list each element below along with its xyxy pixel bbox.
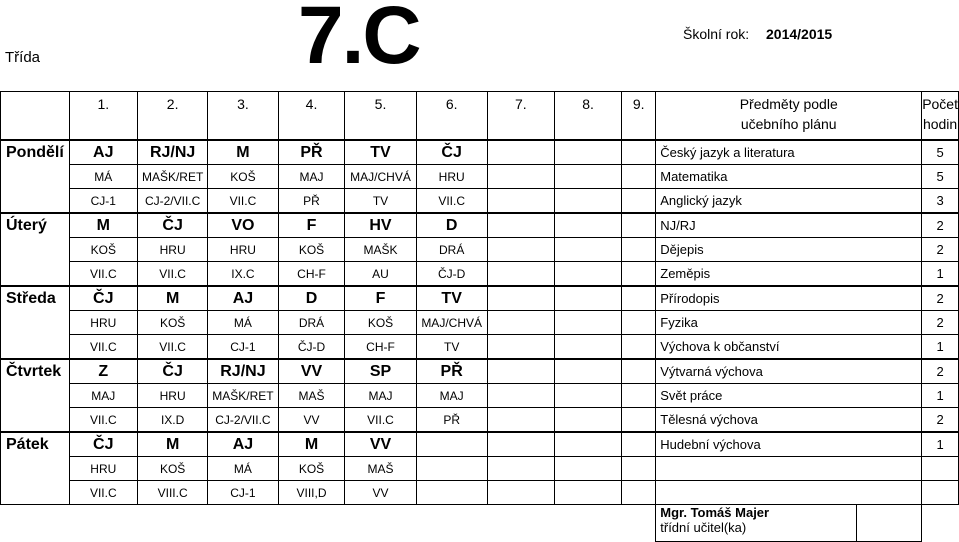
lesson-teacher: KOŠ xyxy=(278,238,345,262)
lesson-subject: ČJ xyxy=(69,286,137,311)
period-header: 2. xyxy=(137,92,207,141)
lesson-teacher xyxy=(487,311,554,335)
lesson-subject: PŘ xyxy=(416,359,487,384)
subjects-header-line: učebního plánu xyxy=(740,116,837,132)
class-teacher xyxy=(656,505,857,542)
lesson-subject: AJ xyxy=(69,140,137,165)
day-name: Úterý xyxy=(1,213,70,286)
timetable xyxy=(0,91,959,542)
lesson-teacher xyxy=(416,457,487,481)
lesson-teacher: KOŠ xyxy=(69,238,137,262)
lesson-subject: ČJ xyxy=(137,359,207,384)
day-name: Čtvrtek xyxy=(1,359,70,432)
school-year-value: 2014/2015 xyxy=(766,26,833,42)
lesson-teacher: MAJ xyxy=(416,384,487,408)
plan-hours: 1 xyxy=(922,335,959,360)
lesson-subject: M xyxy=(137,432,207,457)
day-row-rooms xyxy=(1,189,959,214)
plan-hours: 5 xyxy=(922,140,959,165)
lesson-subject: M xyxy=(69,213,137,238)
lesson-teacher: HRU xyxy=(137,384,207,408)
lesson-subject: ČJ xyxy=(416,140,487,165)
lesson-subject: F xyxy=(278,213,345,238)
lesson-subject xyxy=(622,432,656,457)
lesson-room: VII.C xyxy=(208,189,278,214)
plan-subject: Výchova k občanství xyxy=(656,335,922,360)
plan-hours xyxy=(922,481,959,505)
lesson-room: ČJ-D xyxy=(278,335,345,360)
plan-subject: Výtvarná výchova xyxy=(656,359,922,384)
lesson-room xyxy=(554,408,621,433)
hours-header-line: Počet xyxy=(922,96,958,112)
day-row-rooms xyxy=(1,262,959,287)
lesson-teacher xyxy=(487,165,554,189)
lesson-subject xyxy=(487,140,554,165)
subjects-header-line: Předměty podle xyxy=(739,96,838,112)
lesson-teacher: HRU xyxy=(69,311,137,335)
plan-subject: Dějepis xyxy=(656,238,922,262)
period-header: 7. xyxy=(487,92,554,141)
day-row-rooms xyxy=(1,408,959,433)
lesson-room: VV xyxy=(345,481,416,505)
plan-subject: NJ/RJ xyxy=(656,213,922,238)
lesson-room: CJ-1 xyxy=(208,481,278,505)
lesson-teacher xyxy=(487,457,554,481)
lesson-room xyxy=(487,335,554,360)
lesson-subject xyxy=(487,359,554,384)
lesson-teacher: MAJ/CHVÁ xyxy=(416,311,487,335)
plan-subject: Zeměpis xyxy=(656,262,922,287)
plan-subject xyxy=(656,481,922,505)
lesson-teacher: MÁ xyxy=(208,311,278,335)
lesson-room: VII.C xyxy=(416,189,487,214)
period-header: 3. xyxy=(208,92,278,141)
plan-hours: 3 xyxy=(922,189,959,214)
lesson-subject: RJ/NJ xyxy=(208,359,278,384)
lesson-room xyxy=(622,189,656,214)
lesson-room xyxy=(487,408,554,433)
teacher-name: Mgr. Tomáš Majer xyxy=(660,505,770,520)
period-header: 8. xyxy=(554,92,621,141)
lesson-subject xyxy=(554,140,621,165)
lesson-subject: M xyxy=(137,286,207,311)
lesson-room: VII.C xyxy=(137,335,207,360)
day-row-teachers xyxy=(1,457,959,481)
lesson-room: IX.C xyxy=(208,262,278,287)
lesson-room: PŘ xyxy=(278,189,345,214)
lesson-room: TV xyxy=(345,189,416,214)
lesson-teacher: KOŠ xyxy=(137,311,207,335)
lesson-room xyxy=(622,262,656,287)
header-row xyxy=(1,92,959,141)
lesson-subject xyxy=(622,286,656,311)
lesson-room: CH-F xyxy=(278,262,345,287)
footer-row xyxy=(1,505,959,542)
lesson-subject: D xyxy=(278,286,345,311)
lesson-room: CJ-2/VII.C xyxy=(208,408,278,433)
day-row-subjects xyxy=(1,286,959,311)
teacher-role: třídní učitel(ka) xyxy=(660,520,747,535)
lesson-teacher: KOŠ xyxy=(137,457,207,481)
lesson-teacher: DRÁ xyxy=(416,238,487,262)
lesson-room: IX.D xyxy=(137,408,207,433)
day-row-subjects xyxy=(1,432,959,457)
plan-hours: 1 xyxy=(922,262,959,287)
period-header: 6. xyxy=(416,92,487,141)
lesson-subject xyxy=(487,432,554,457)
lesson-subject: D xyxy=(416,213,487,238)
plan-hours: 2 xyxy=(922,286,959,311)
day-row-subjects xyxy=(1,213,959,238)
lesson-room xyxy=(487,189,554,214)
lesson-teacher xyxy=(622,238,656,262)
lesson-subject xyxy=(487,286,554,311)
lesson-subject: TV xyxy=(416,286,487,311)
lesson-teacher: HRU xyxy=(416,165,487,189)
day-name: Pátek xyxy=(1,432,70,505)
lesson-room: VII.C xyxy=(137,262,207,287)
footer-blank xyxy=(1,505,656,542)
lesson-subject: VO xyxy=(208,213,278,238)
day-row-subjects xyxy=(1,140,959,165)
plan-hours: 2 xyxy=(922,359,959,384)
period-header: 5. xyxy=(345,92,416,141)
lesson-room: ČJ-D xyxy=(416,262,487,287)
lesson-teacher: MAŠ xyxy=(345,457,416,481)
lesson-subject: VV xyxy=(278,359,345,384)
footer-hours-blank xyxy=(856,505,921,542)
plan-subject: Hudební výchova xyxy=(656,432,922,457)
lesson-room xyxy=(416,481,487,505)
lesson-room: VIII,D xyxy=(278,481,345,505)
day-name: Středa xyxy=(1,286,70,359)
lesson-subject: Z xyxy=(69,359,137,384)
day-row-rooms xyxy=(1,335,959,360)
lesson-subject: ČJ xyxy=(137,213,207,238)
lesson-subject xyxy=(554,213,621,238)
lesson-room: AU xyxy=(345,262,416,287)
period-header: 1. xyxy=(69,92,137,141)
lesson-room xyxy=(622,481,656,505)
lesson-subject: HV xyxy=(345,213,416,238)
lesson-room xyxy=(554,481,621,505)
period-header: 4. xyxy=(278,92,345,141)
lesson-teacher: HRU xyxy=(208,238,278,262)
lesson-room: CJ-2/VII.C xyxy=(137,189,207,214)
lesson-subject: TV xyxy=(345,140,416,165)
lesson-room: CJ-1 xyxy=(208,335,278,360)
lesson-subject xyxy=(416,432,487,457)
lesson-subject: SP xyxy=(345,359,416,384)
lesson-room xyxy=(622,335,656,360)
lesson-room xyxy=(622,408,656,433)
lesson-teacher: DRÁ xyxy=(278,311,345,335)
period-header: 9. xyxy=(622,92,656,141)
lesson-subject xyxy=(622,359,656,384)
lesson-teacher: MAŠK/RET xyxy=(137,165,207,189)
lesson-teacher: KOŠ xyxy=(278,457,345,481)
plan-subject: Český jazyk a literatura xyxy=(656,140,922,165)
lesson-subject xyxy=(554,432,621,457)
lesson-room: CJ-1 xyxy=(69,189,137,214)
day-row-teachers xyxy=(1,384,959,408)
lesson-subject: RJ/NJ xyxy=(137,140,207,165)
plan-subject: Fyzika xyxy=(656,311,922,335)
lesson-subject xyxy=(554,359,621,384)
lesson-teacher: HRU xyxy=(137,238,207,262)
lesson-teacher: MÁ xyxy=(69,165,137,189)
lesson-teacher xyxy=(622,165,656,189)
lesson-teacher xyxy=(554,238,621,262)
day-row-teachers xyxy=(1,238,959,262)
lesson-room: VIII.C xyxy=(137,481,207,505)
lesson-room: VII.C xyxy=(69,408,137,433)
plan-hours xyxy=(922,457,959,481)
lesson-teacher: MAŠK/RET xyxy=(208,384,278,408)
hours-header-line: hodin xyxy=(922,116,958,132)
lesson-room: VII.C xyxy=(345,408,416,433)
plan-hours: 2 xyxy=(922,213,959,238)
plan-hours: 2 xyxy=(922,408,959,433)
lesson-teacher xyxy=(622,384,656,408)
lesson-subject xyxy=(487,213,554,238)
lesson-subject: M xyxy=(208,140,278,165)
lesson-subject: AJ xyxy=(208,432,278,457)
lesson-teacher xyxy=(487,238,554,262)
lesson-subject: ČJ xyxy=(69,432,137,457)
lesson-room: TV xyxy=(416,335,487,360)
hours-header xyxy=(922,92,959,141)
plan-subject: Svět práce xyxy=(656,384,922,408)
plan-subject: Tělesná výchova xyxy=(656,408,922,433)
lesson-teacher: MAŠ xyxy=(278,384,345,408)
lesson-teacher: KOŠ xyxy=(345,311,416,335)
lesson-subject xyxy=(622,140,656,165)
lesson-teacher xyxy=(622,311,656,335)
lesson-teacher xyxy=(487,384,554,408)
lesson-teacher xyxy=(554,311,621,335)
lesson-teacher: HRU xyxy=(69,457,137,481)
lesson-room: VV xyxy=(278,408,345,433)
lesson-subject xyxy=(622,213,656,238)
lesson-room xyxy=(487,481,554,505)
lesson-teacher xyxy=(554,384,621,408)
day-row-teachers xyxy=(1,165,959,189)
plan-subject: Anglický jazyk xyxy=(656,189,922,214)
plan-hours: 5 xyxy=(922,165,959,189)
lesson-teacher xyxy=(554,165,621,189)
lesson-room xyxy=(487,262,554,287)
class-label: Třída xyxy=(5,49,41,66)
lesson-teacher: KOŠ xyxy=(208,165,278,189)
lesson-room: PŘ xyxy=(416,408,487,433)
lesson-teacher: MAJ/CHVÁ xyxy=(345,165,416,189)
lesson-room xyxy=(554,335,621,360)
lesson-subject: PŘ xyxy=(278,140,345,165)
lesson-room: VII.C xyxy=(69,335,137,360)
lesson-subject: F xyxy=(345,286,416,311)
lesson-room: VII.C xyxy=(69,262,137,287)
plan-hours: 2 xyxy=(922,238,959,262)
lesson-teacher: MAJ xyxy=(278,165,345,189)
lesson-subject xyxy=(554,286,621,311)
lesson-room xyxy=(554,262,621,287)
lesson-teacher: MAJ xyxy=(345,384,416,408)
plan-subject: Přírodopis xyxy=(656,286,922,311)
plan-subject: Matematika xyxy=(656,165,922,189)
lesson-teacher: MÁ xyxy=(208,457,278,481)
plan-hours: 1 xyxy=(922,384,959,408)
day-row-subjects xyxy=(1,359,959,384)
corner-cell xyxy=(1,92,70,141)
lesson-teacher xyxy=(622,457,656,481)
day-row-teachers xyxy=(1,311,959,335)
school-year-label: Školní rok: xyxy=(683,26,750,42)
subjects-header xyxy=(656,92,922,141)
day-row-rooms xyxy=(1,481,959,505)
lesson-subject: M xyxy=(278,432,345,457)
lesson-room: VII.C xyxy=(69,481,137,505)
timetable-body xyxy=(1,92,959,542)
lesson-teacher: MAŠK xyxy=(345,238,416,262)
plan-subject xyxy=(656,457,922,481)
lesson-subject: AJ xyxy=(208,286,278,311)
lesson-teacher: MAJ xyxy=(69,384,137,408)
plan-hours: 2 xyxy=(922,311,959,335)
lesson-teacher xyxy=(554,457,621,481)
lesson-room xyxy=(554,189,621,214)
class-name-title: 7.C xyxy=(298,0,420,81)
day-name: Pondělí xyxy=(1,140,70,213)
lesson-subject: VV xyxy=(345,432,416,457)
lesson-room: CH-F xyxy=(345,335,416,360)
plan-hours: 1 xyxy=(922,432,959,457)
